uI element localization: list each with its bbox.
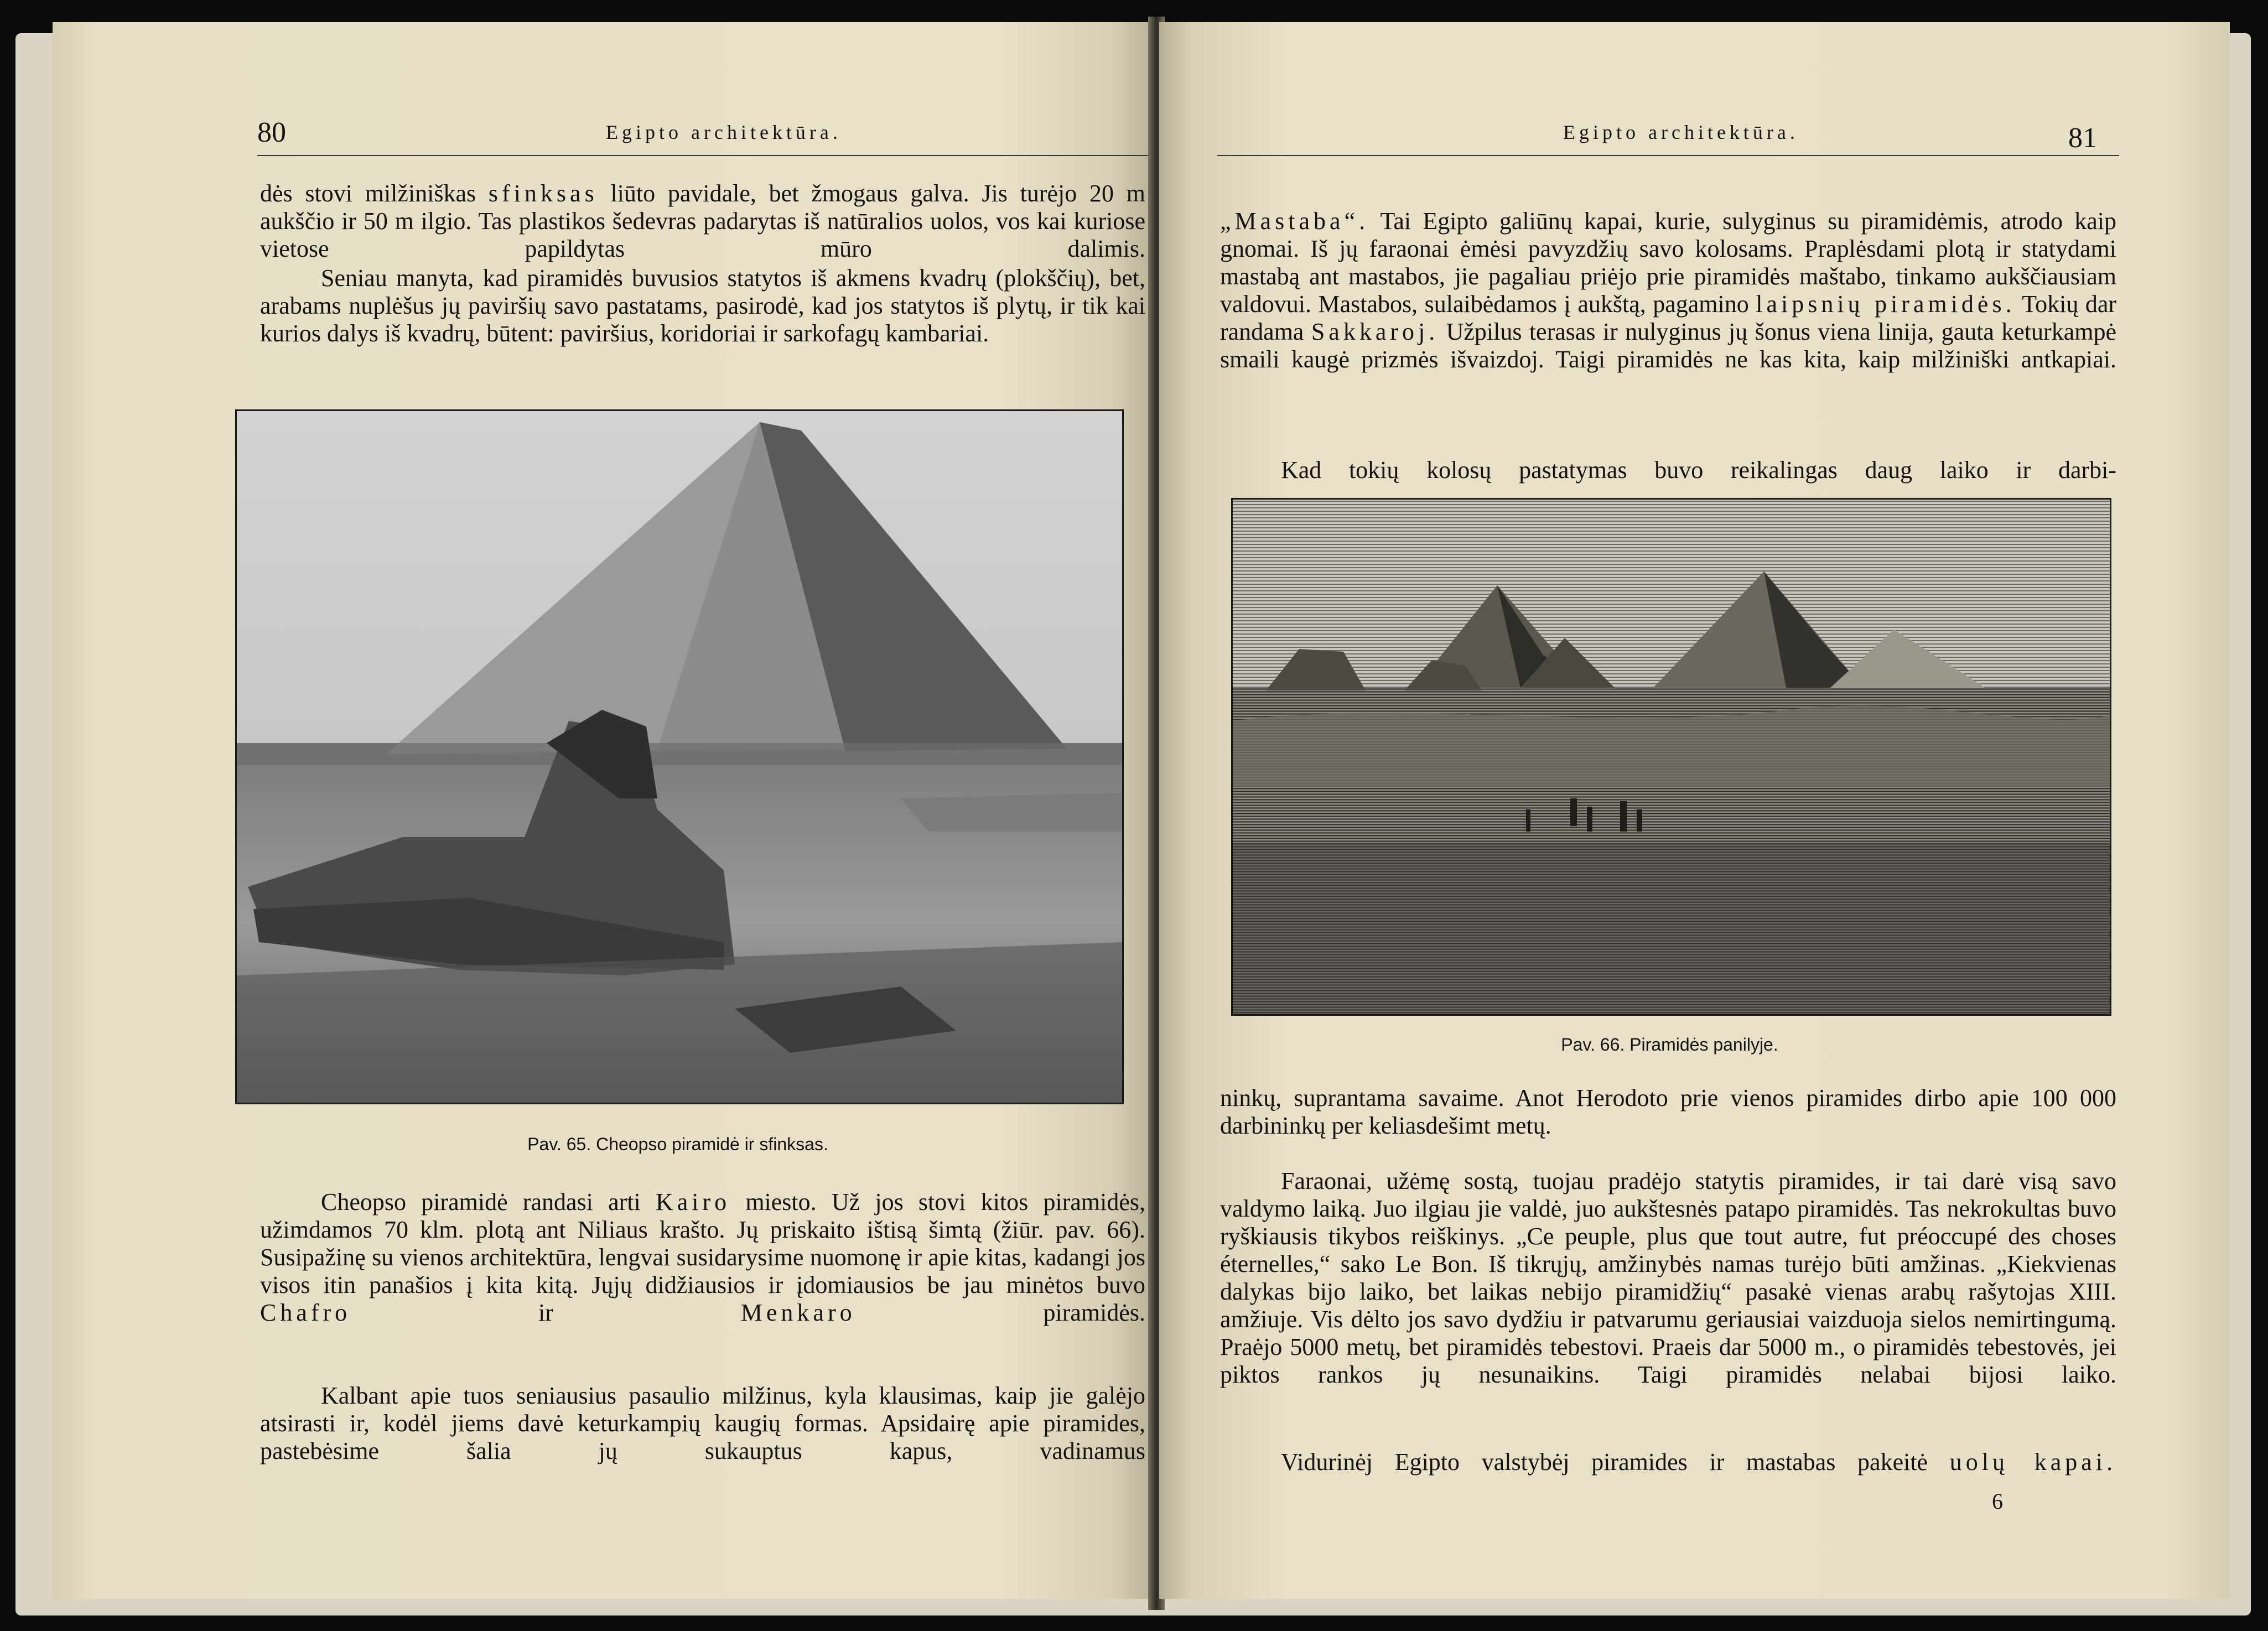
- left-page: [53, 22, 1154, 1599]
- running-head: Egipto architektūra.: [1563, 121, 1799, 143]
- text-span: liūto pavidale, bet žmogaus galva. Jis turėjo 20 m aukščio ir 50 m ilgio. Tas plastikos šedevras padarytas iš natūralios uolos, vos kai kuriose vietose papildytas mūro dalimis.: [260, 180, 1145, 262]
- paragraph-start: Kad tokių kolosų pastatymas buvo reikalingas daug laiko ir darbi-: [1281, 456, 2116, 484]
- paragraph: Faraonai, užėmę sostą, tuojau pradėjo statytis piramides, ir tai darė visą savo valdymo laiką. Juo ilgiau jie valdė, juo aukštesnės patapo piramidės. Tas nekrokultas buvo ryškiausis tikybos reiškinys. „Ce peuple, plus que tout autre, fut préoccupé des choses éternelles,“ sako Le Bon. Iš tikrųjų, amžinybės namas turėjo būti amžinas. „Kiekvienas dalykas bijo laiko, bet laikas nebijo piramidžių“ pasakė vienas arabų rašytojas XIII. amžiuje. Vis dėlto jos savo dydžiu ir patvarumu geriausiai vaizduoja sielos nemirtingumą. Praėjo 5000 metų, bet piramidės tebestovi. Praeis dar 5000 m., o piramidės tebestovės, jei piktos rankos jų nesunaikins. Taigi piramidės nelabai bijosi laiko.: [1220, 1167, 2116, 1388]
- text-span: dės stovi milžiniškas: [260, 180, 489, 207]
- page-number: 80: [257, 117, 286, 148]
- spaced-word: „Mastaba“.: [1220, 207, 1369, 235]
- spaced-word: sfinksas: [488, 180, 598, 207]
- spaced-word: Sakkaroj.: [1311, 318, 1439, 345]
- photo-cheops-pyramid-sphinx: [235, 409, 1124, 1104]
- text-span: Tai Egipto galiūnų kapai, kurie, sulyginus su piramidėmis, atrodo kaip gnomai. Iš jų faraonai ėmėsi pavyzdžių savo kolosams. Praplėsdami plotą ir statydami mastabą ant mastabos, jie pagaliau priėjo prie piramidės maštabo, tinkamo aukščiausiam valdovui. Mastabos, sulaibėdamos į aukštą, pagamino: [1220, 207, 2116, 318]
- engraving-pyramids-valley: [1231, 498, 2111, 1016]
- spaced-word: Chafro: [260, 1299, 351, 1326]
- text-span: Užpilus terasas ir nulyginus jų šonus viena linija, gauta keturkampė smaili kaugė prizmės išvaizdoj. Taigi piramidės ne kas kita, kaip milžiniški antkapiai.: [1220, 318, 2116, 373]
- spaced-word: Kairo: [655, 1188, 731, 1216]
- figure-caption: Pav. 66. Piramidės panilyje.: [1561, 1035, 1778, 1055]
- paragraph-continued: ninkų, suprantama savaime. Anot Herodoto prie vienos piramides dirbo apie 100 000 darbininkų per keliasdešimt metų.: [1220, 1084, 2116, 1139]
- text-span: Tokių dar randama: [1220, 290, 2116, 345]
- page-number: 81: [2068, 122, 2097, 154]
- figure-caption: Pav. 65. Cheopso piramidė ir sfinksas.: [527, 1134, 828, 1154]
- right-page: [1159, 22, 2230, 1599]
- left-page-header: [257, 116, 1154, 156]
- paragraph: Kalbant apie tuos seniausius pasaulio milžinus, kyla klausimas, kaip jie galėjo atsirasti ir, kodėl jiems davė keturkampių kaugių formas. Apsidairę apie piramides, pastebėsime šalia jų sukauptus kapus, vadinamus: [260, 1382, 1145, 1464]
- paragraph: [260, 180, 1145, 263]
- text-span: ir: [351, 1299, 741, 1326]
- paragraph: [1220, 1448, 2116, 1476]
- paragraph: [260, 1188, 1145, 1327]
- signature-mark: 6: [1992, 1489, 2003, 1514]
- running-head: Egipto architektūra.: [606, 121, 842, 143]
- paragraph: [1220, 207, 2116, 373]
- spaced-word: laipsnių piramidės.: [1756, 290, 2016, 318]
- text-span: miesto. Už jos stovi kitos piramidės, užimdamos 70 klm. plotą ant Niliaus krašto. Jų priskaito ištisą šimtą (žiūr. pav. 66). Susipažinę su vienos architektūra, lengvai susidarysime nuomonę ir apie kitas, kadangi jos visos itin panašios į kita kitą. Jųjų didžiausios ir įdomiausios be jau minėtos buvo: [260, 1188, 1145, 1298]
- paragraph: Seniau manyta, kad piramidės buvusios statytos iš akmens kvadrų (plokščių), bet, arabams nuplėšus jų paviršių savo pastatams, pasirodė, kad jos statytos iš plytų, ir tik kai kurios dalys iš kvadrų, būtent: paviršius, koridoriai ir sarkofagų kambariai.: [260, 264, 1145, 347]
- spaced-word: uolų kapai.: [1949, 1448, 2117, 1476]
- text-span: Cheopso piramidė randasi arti: [321, 1188, 656, 1216]
- spaced-word: Menkaro: [740, 1299, 856, 1326]
- text-span: piramidės.: [855, 1299, 1145, 1326]
- text-span: Vidurinėj Egipto valstybėj piramides ir mastabas pakeitė: [1281, 1448, 1950, 1476]
- right-page-header: [1217, 116, 2119, 156]
